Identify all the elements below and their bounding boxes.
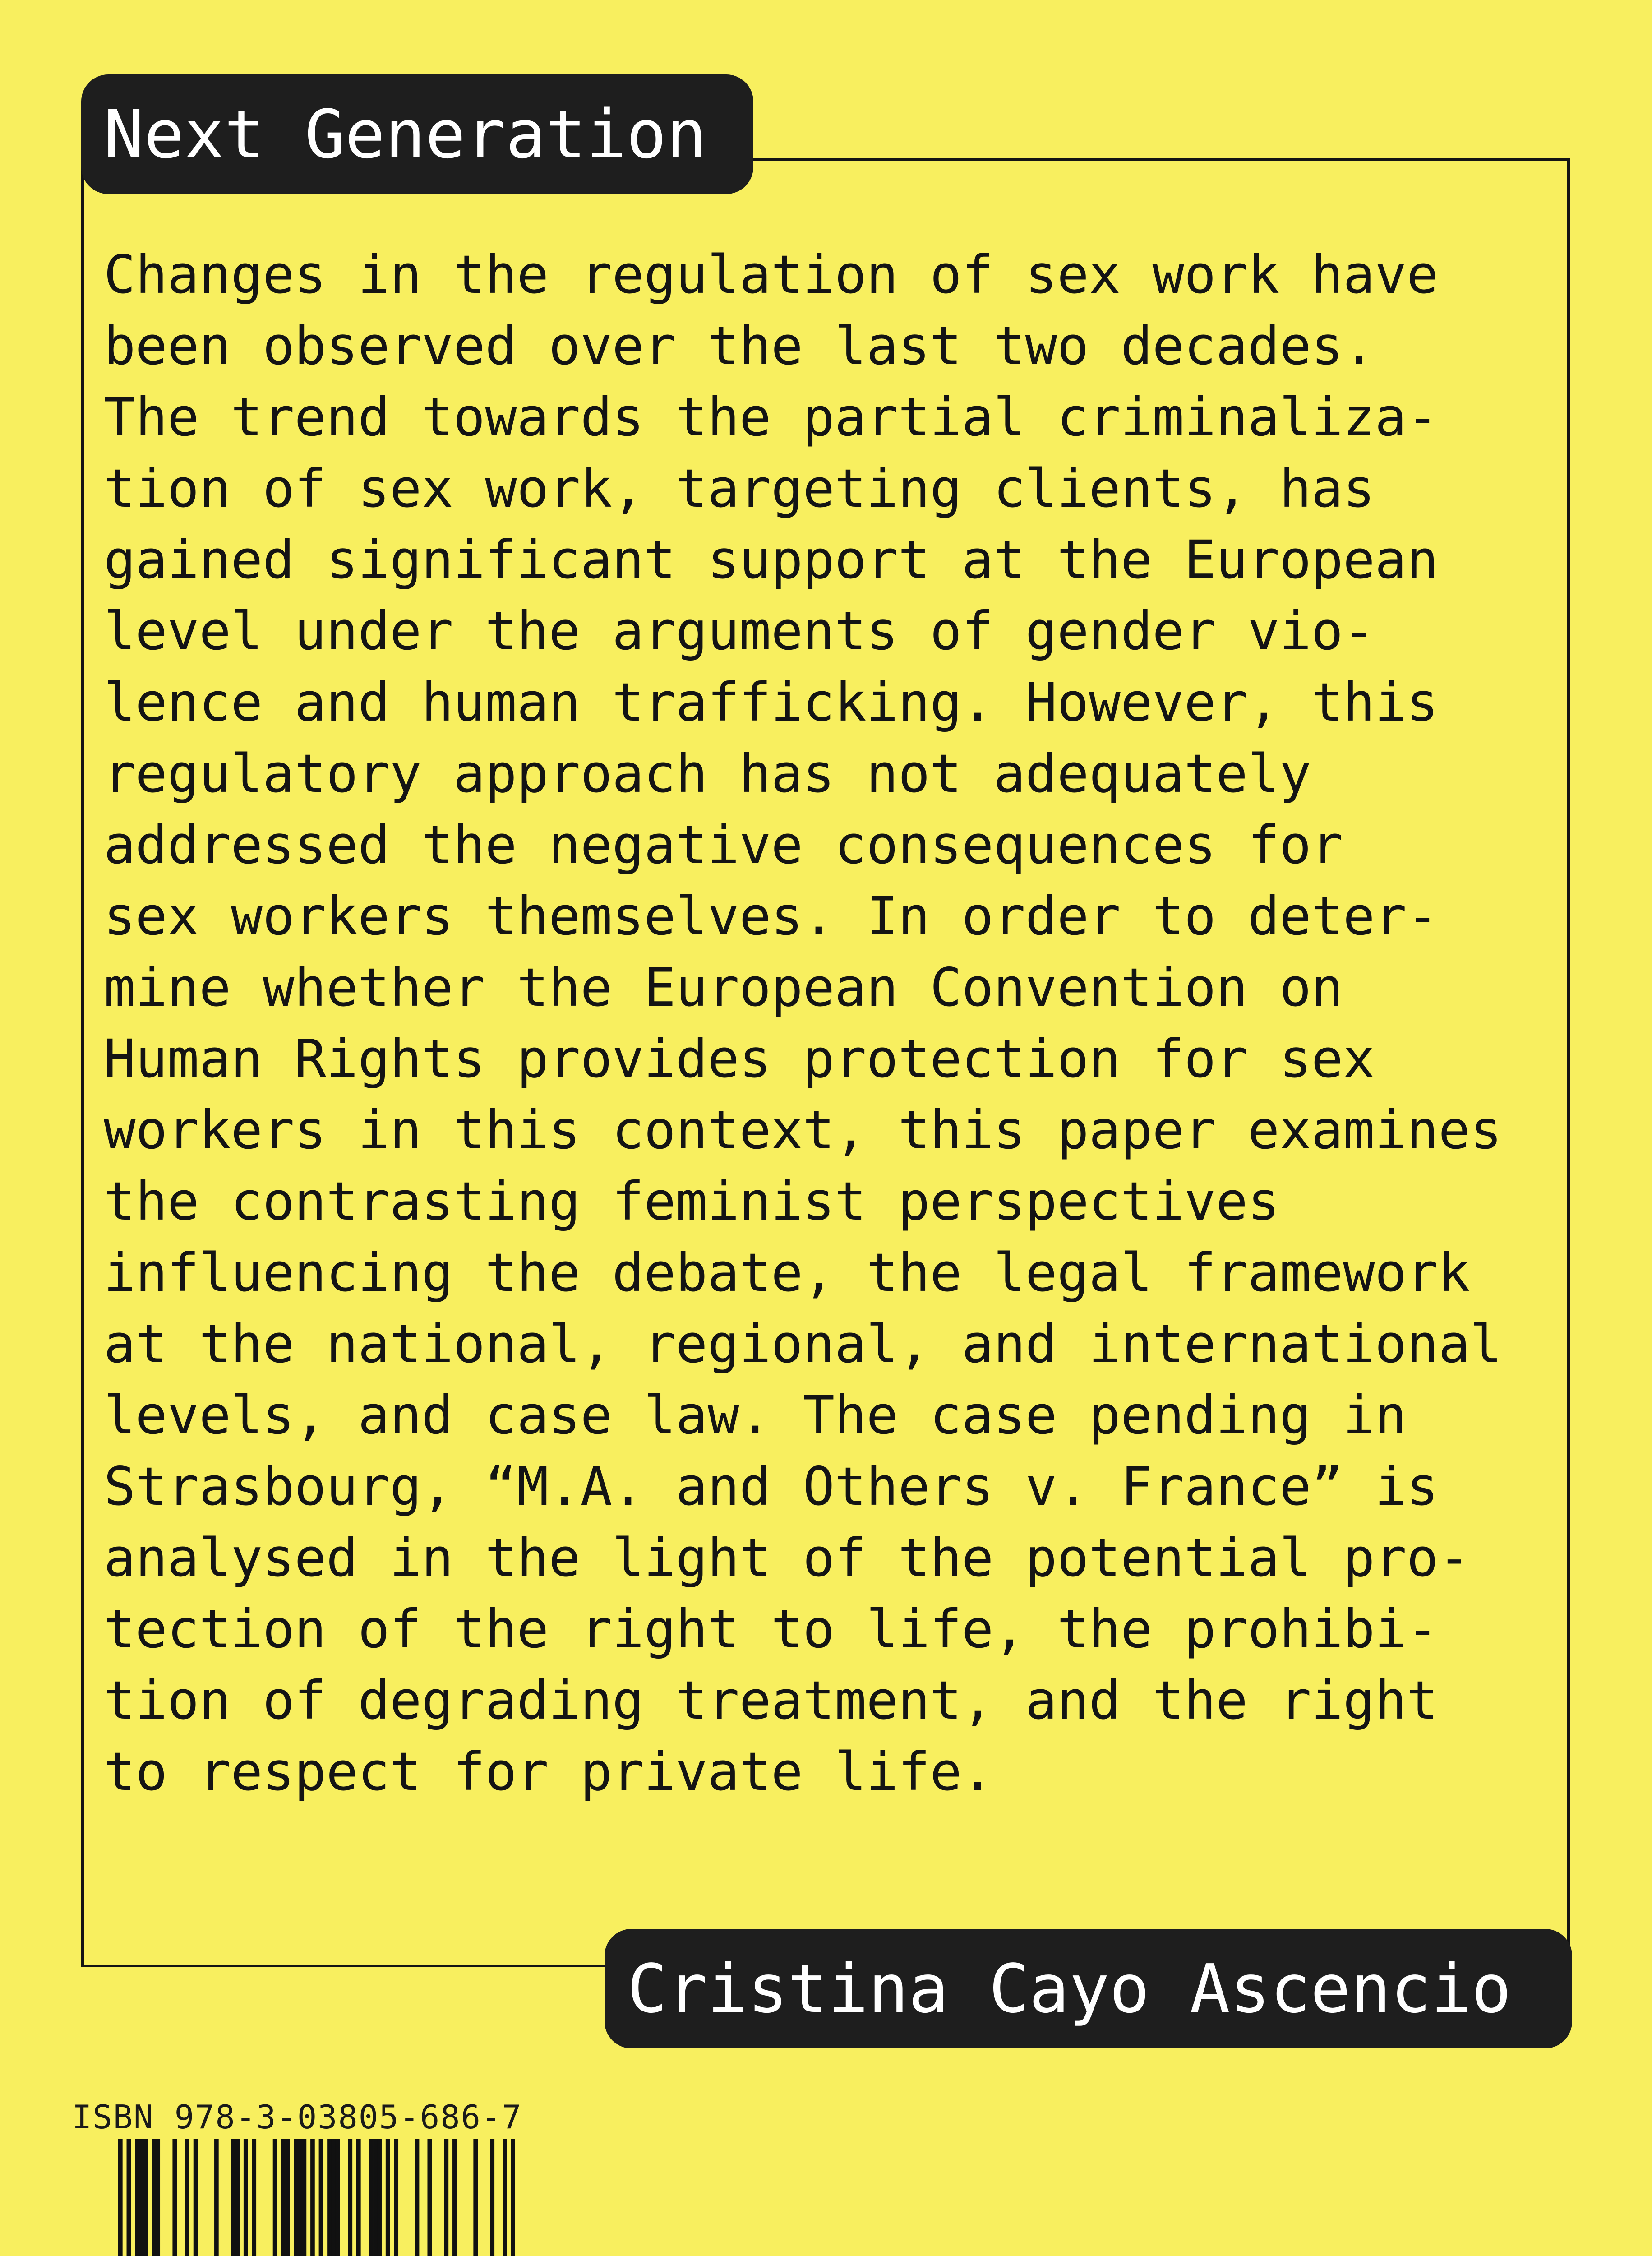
barcode-bar [452, 2139, 457, 2256]
barcode-bar [214, 2139, 219, 2256]
barcode-bar [427, 2139, 432, 2256]
barcode-bar [394, 2139, 398, 2256]
abstract-text: Changes in the regulation of sex work have been observed over the last two decades. The trend towards the partial criminaliza- tion of sex work, targeting clients, has gained significant support at the European level under the arguments of gender vio- lence and human trafficking. However, this regulatory approach has not adequately addressed the negative consequences for sex workers themselves. In order to deter- mine whether the European Convention on Human Rights provides protection for sex workers in this context, this paper examines the contrasting feminist perspectives influencing the debate, the legal framework at the national, regional, and international levels, and case law. The case pending in Strasbourg, “M.A. and Others v. France” is analysed in the light of the potential pro- tection of the right to life, the prohibi- tion of degrading treatment, and the right to respect for private life. [104, 244, 1502, 1803]
barcode-bar [139, 2139, 143, 2256]
barcode-bar [444, 2139, 449, 2256]
barcode-bar [135, 2139, 139, 2256]
barcode-bar [235, 2139, 240, 2256]
barcode-bar [348, 2139, 352, 2256]
author-label [605, 1929, 1572, 2048]
barcode-bar [231, 2139, 235, 2256]
barcode-bar [252, 2139, 256, 2256]
barcode-bar [373, 2139, 378, 2256]
barcode-bar [473, 2139, 478, 2256]
isbn-label: ISBN 978-3-03805-686-7 [72, 2098, 522, 2136]
barcode-bar [415, 2139, 420, 2256]
barcode-bar [156, 2139, 160, 2256]
barcode-bar [331, 2139, 336, 2256]
author-name: Cristina Cayo Ascencio [627, 1950, 1512, 2028]
barcode-bar [273, 2139, 277, 2256]
barcode-bar [194, 2139, 198, 2256]
barcode-bar [286, 2139, 290, 2256]
barcode-bar [143, 2139, 148, 2256]
barcode-bar [294, 2139, 298, 2256]
barcode-bar [319, 2139, 323, 2256]
barcode-bar [369, 2139, 374, 2256]
barcode-bar [511, 2139, 515, 2256]
barcode-bar [172, 2139, 177, 2256]
barcode-bar [503, 2139, 507, 2256]
barcode-bar [298, 2139, 302, 2256]
barcode-bar [356, 2139, 361, 2256]
barcode-bar [185, 2139, 189, 2256]
barcode-bar [244, 2139, 248, 2256]
barcode-bar [152, 2139, 156, 2256]
barcode-bar [281, 2139, 286, 2256]
barcode-bar [490, 2139, 494, 2256]
barcode-bar [118, 2139, 123, 2256]
series-label [81, 74, 753, 194]
barcode-bar [327, 2139, 332, 2256]
barcode-bar [386, 2139, 390, 2256]
series-label-text: Next Generation [104, 95, 707, 173]
isbn-barcode [118, 2139, 515, 2256]
barcode-bar [336, 2139, 340, 2256]
barcode-bar [377, 2139, 382, 2256]
barcode-bar [127, 2139, 131, 2256]
barcode-bar [302, 2139, 307, 2256]
barcode-bar [310, 2139, 315, 2256]
